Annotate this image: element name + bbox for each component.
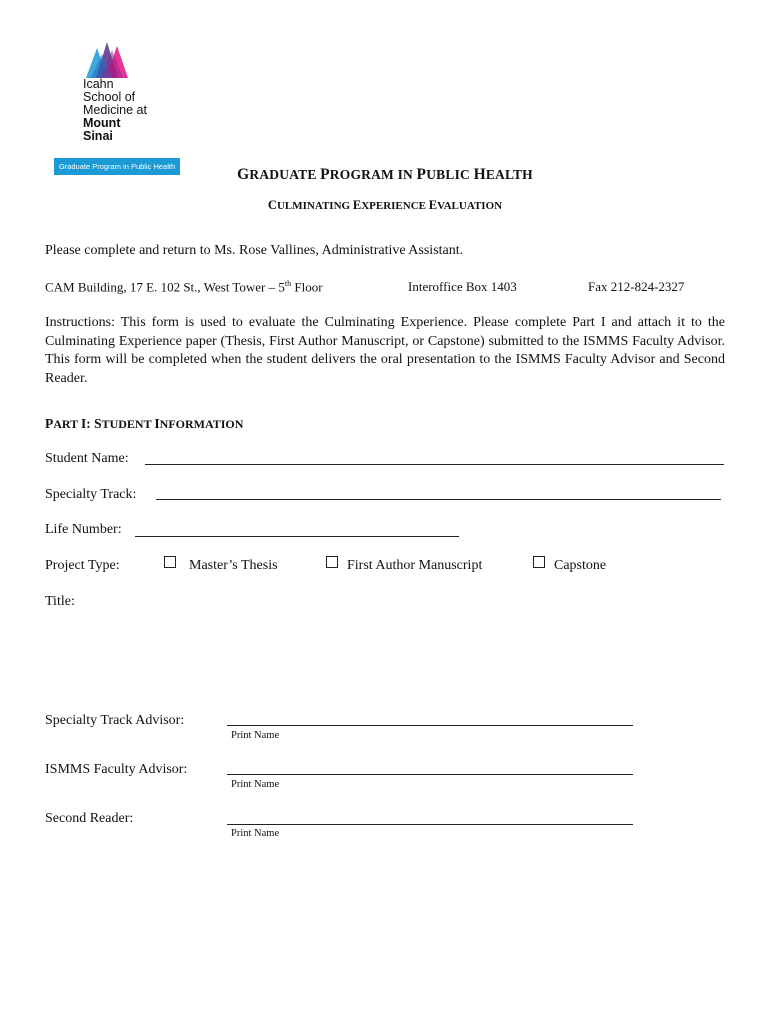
page-subtitle xyxy=(0,198,770,213)
program-banner: Graduate Program in Public Health xyxy=(54,158,180,175)
logo-line-4: Mount xyxy=(83,116,121,130)
title-letter: P xyxy=(320,166,330,183)
heading-text: NFORMATION xyxy=(159,417,244,431)
subtitle-text: ULMINATING xyxy=(276,200,353,212)
title-text: RADUATE xyxy=(249,167,321,182)
specialty-track-label: Specialty Track: xyxy=(45,487,137,502)
specialty-advisor-name-field[interactable] xyxy=(227,725,633,726)
subtitle-letter: E xyxy=(352,198,362,212)
address xyxy=(45,279,323,295)
heading-letter: P xyxy=(45,416,54,431)
part-one-heading xyxy=(45,416,243,432)
logo-line-2: School of xyxy=(83,90,136,104)
student-name-label: Student Name: xyxy=(45,451,129,466)
address-text-end: Floor xyxy=(291,279,323,295)
capstone-label: Capstone xyxy=(554,558,607,573)
student-name-field[interactable] xyxy=(145,464,724,465)
title-letter: H xyxy=(473,166,486,183)
subtitle-text: VALUATION xyxy=(437,200,503,212)
address-text: CAM Building, 17 E. 102 St., West Tower – 5 xyxy=(45,279,285,295)
fax-number: Fax 212-824-2327 xyxy=(588,279,685,294)
title-text: UBLIC xyxy=(426,167,474,182)
capstone-checkbox[interactable] xyxy=(533,556,545,568)
first-author-manuscript-checkbox[interactable] xyxy=(326,556,338,568)
print-name-caption: Print Name xyxy=(231,828,280,839)
subtitle-letter: C xyxy=(267,198,277,212)
subtitle-text: XPERIENCE xyxy=(361,200,429,212)
address-superscript: th xyxy=(284,279,292,288)
first-author-manuscript-label: First Author Manuscript xyxy=(347,558,483,573)
title-label: Title: xyxy=(45,594,75,609)
second-reader-label: Second Reader: xyxy=(45,811,134,826)
life-number-field[interactable] xyxy=(135,536,459,537)
second-reader-name-field[interactable] xyxy=(227,824,633,825)
logo-text xyxy=(83,78,147,143)
project-type-label: Project Type: xyxy=(45,558,120,573)
logo-line-3: Medicine at xyxy=(83,103,147,117)
logo-line-5: Sinai xyxy=(83,129,113,143)
heading-numeral: I: xyxy=(80,416,95,431)
masters-thesis-checkbox[interactable] xyxy=(164,556,176,568)
faculty-advisor-label: ISMMS Faculty Advisor: xyxy=(45,762,188,777)
life-number-label: Life Number: xyxy=(45,522,122,537)
print-name-caption: Print Name xyxy=(231,730,280,741)
return-instruction: Please complete and return to Ms. Rose Vallines, Administrative Assistant. xyxy=(45,243,464,258)
title-text: EALTH xyxy=(485,167,533,182)
title-letter: P xyxy=(416,166,427,183)
heading-letter: I xyxy=(154,416,160,431)
logo-line-1: Icahn xyxy=(83,77,114,91)
print-name-caption: Print Name xyxy=(231,779,280,790)
masters-thesis-label: Master’s Thesis xyxy=(189,558,278,573)
title-letter: G xyxy=(237,166,250,183)
mount-sinai-logo-mark xyxy=(82,40,132,78)
subtitle-letter: E xyxy=(428,198,438,212)
faculty-advisor-name-field[interactable] xyxy=(227,774,633,775)
interoffice-box: Interoffice Box 1403 xyxy=(408,279,517,294)
heading-letter: S xyxy=(94,416,102,431)
specialty-advisor-label: Specialty Track Advisor: xyxy=(45,713,185,728)
page-title xyxy=(0,166,770,184)
title-text: ROGRAM IN xyxy=(329,167,417,182)
specialty-track-field[interactable] xyxy=(156,499,721,500)
heading-text: ART xyxy=(53,417,81,431)
heading-text: TUDENT xyxy=(101,417,155,431)
instructions-paragraph: Instructions: This form is used to evaluate the Culminating Experience. Please complete Part I and attach it to the Culminating Experience paper (Thesis, First Author Manuscript, or Capstone) submitted to the ISMMS Faculty Advisor. This form will be completed when the student delivers the oral presentation to the ISMMS Faculty Advisor and Second Reader. xyxy=(45,315,725,386)
